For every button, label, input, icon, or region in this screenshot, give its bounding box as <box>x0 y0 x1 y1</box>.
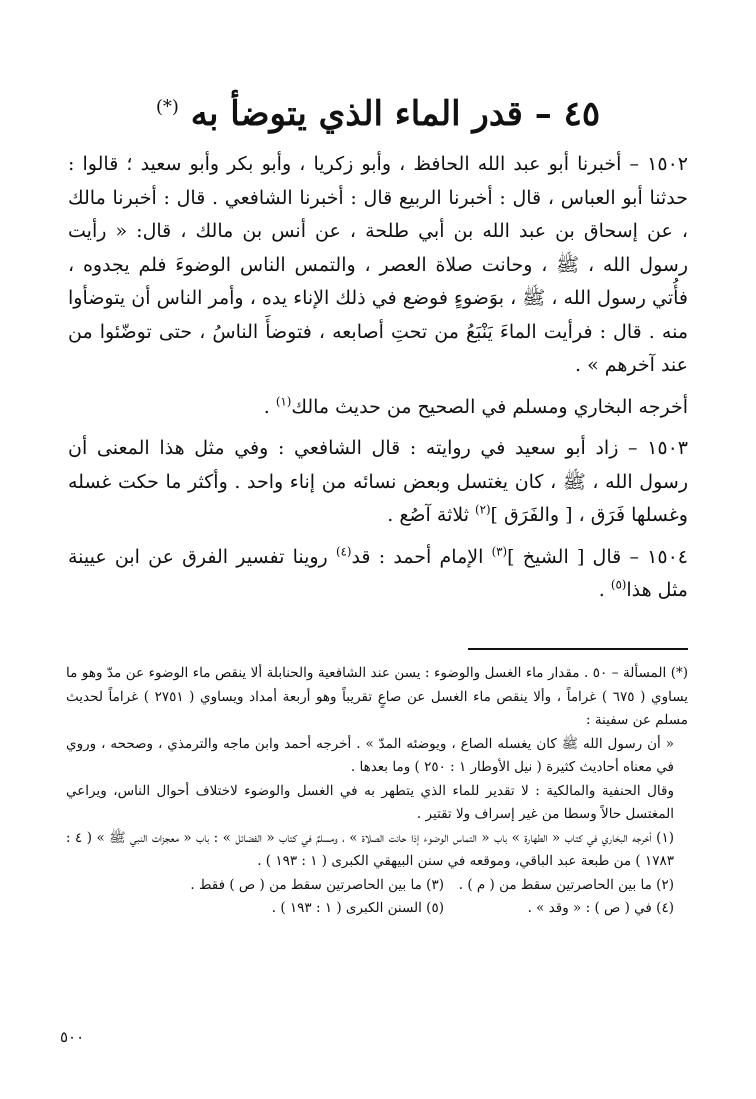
takhrij-1502 <box>68 391 688 425</box>
takhrij-1502-text: أخرجه البخاري ومسلم في الصحيح من حديث مالك <box>291 395 688 418</box>
chapter-title-text: ٤٥ – قدر الماء الذي يتوضأ به <box>190 94 601 134</box>
hadith-1504-text-b: الإمام أحمد : قد <box>351 545 492 568</box>
page-number: ٥٠٠ <box>60 1028 85 1046</box>
footnote-5: (٥) السنن الكبرى ( ١ : ١٩٣ ) . <box>271 900 444 916</box>
footnote-ref-2: (٢) <box>475 502 491 517</box>
takhrij-1502-end: . <box>263 395 276 418</box>
footnote-3: (٣) ما بين الحاصرتين سقط من ( ص ) فقط . <box>190 876 444 893</box>
hadith-1503 <box>68 432 688 533</box>
footnote-2: (٢) ما بين الحاصرتين سقط من ( م ) . <box>458 876 674 893</box>
footnote-4: (٤) في ( ص ) : « وقد » . <box>527 900 674 916</box>
footnote-row-4-5 <box>66 897 688 921</box>
footnote-divider <box>468 648 688 650</box>
footnote-star: (*) المسألة – ٥٠ . مقدار ماء الغسل والوضوء : يسن عند الشافعية والحنابلة ألا ينقص ماء الوضوء عن مدّ وهو ما يساوي ( ٦٧٥ ) غراماً ، وألا ينقص ماء الغسل عن صاعٍ تقريباً وهو أربعة أمداد ويساوي ( ٢٧٥١ ) غراماً لحديث مسلم عن سفينة : <box>66 665 689 728</box>
footnote-row-2-3 <box>66 874 688 898</box>
footnote-ref-4: (٤) <box>335 544 352 559</box>
main-text <box>68 148 688 608</box>
footnote-ref-1: (١) <box>275 394 292 409</box>
footnote-star-hadith: « أن رسول الله ﷺ كان يغسله الصاع ، ويوضئه المدّ » . أخرجه أحمد وابن ماجه والترمذي ، وصححه ، وروي في معناه أحاديث كثيرة ( نيل الأوطار ١ : ٢٥٠ ) وما بعدها . <box>66 735 674 775</box>
title-footnote-marker: (*) <box>155 96 179 118</box>
hadith-1503-end: ثلاثة آصُع . <box>387 504 476 526</box>
hadith-1504-text-a: ١٥٠٤ – قال [ الشيخ ] <box>507 545 688 568</box>
footnote-star-hanafi: وقال الحنفية والمالكية : لا تقدير للماء الذي يتطهر به في الغسل والوضوء لاختلاف أحوال الناس، ويراعي المغتسل حالاً وسطا من غير إسراف ولا تقتير . <box>66 782 674 822</box>
footnote-1: (١) أخرجه البخاري في كتاب « الطهارة » باب « التماس الوضوء إذا حانت الصلاة » ، ومسلمٌ في كتاب « الفضائل » : باب « معجزات النبي ﷺ » ( ٤ : ١٧٨٣ ) من طبعة عبد الباقي، وموقعه في سنن البيهقي الكبرى ( ١ : ١٩٣ ) . <box>66 829 674 869</box>
hadith-1502: ١٥٠٢ – أخبرنا أبو عبد الله الحافظ ، وأبو زكريا ، وأبو بكر وأبو سعيد ؛ قالوا : حدثنا أبو العباس ، قال : أخبرنا الربيع قال : أخبرنا الشافعي . قال : أخبرنا مالك ، عن إسحاق بن عبد الله بن أبي طلحة ، عن أنس بن مالك ، قال: « رأيت رسول الله ، ﷺ ، وحانت صلاة العصر ، والتمس الناس الوضوءَ فلم يجدوه ، فأُتي رسول الله ، ﷺ ، بوَضوءٍ فوضع في ذلك الإناء يده ، وأمر الناس أن يتوضأوا منه . قال : فرأيت الماءَ يَنْبَعُ من تحتِ أصابعه ، فتوضأَ الناسُ ، حتى توضّئوا من عند آخرهم » . <box>68 153 688 376</box>
footnote-ref-5: (٥) <box>610 577 627 592</box>
footnote-ref-3: (٣) <box>491 544 508 559</box>
chapter-title <box>0 92 756 136</box>
hadith-1504 <box>68 541 688 608</box>
hadith-1504-end: . <box>598 579 611 601</box>
hadith-1503-text: ١٥٠٣ – زاد أبو سعيد في روايته : قال الشافعي : وفي مثل هذا المعنى أن رسول الله ، ﷺ ، كان يغتسل وبعض نسائه من إناء واحد . وأكثر ما حكت غسله وغسلها فَرَق ، [ والفَرَق ] <box>68 437 688 526</box>
hadith-1504-text-c: روينا تفسير الفرق عن ابن عيينة مثل هذا <box>68 545 688 601</box>
footnotes <box>66 662 688 921</box>
